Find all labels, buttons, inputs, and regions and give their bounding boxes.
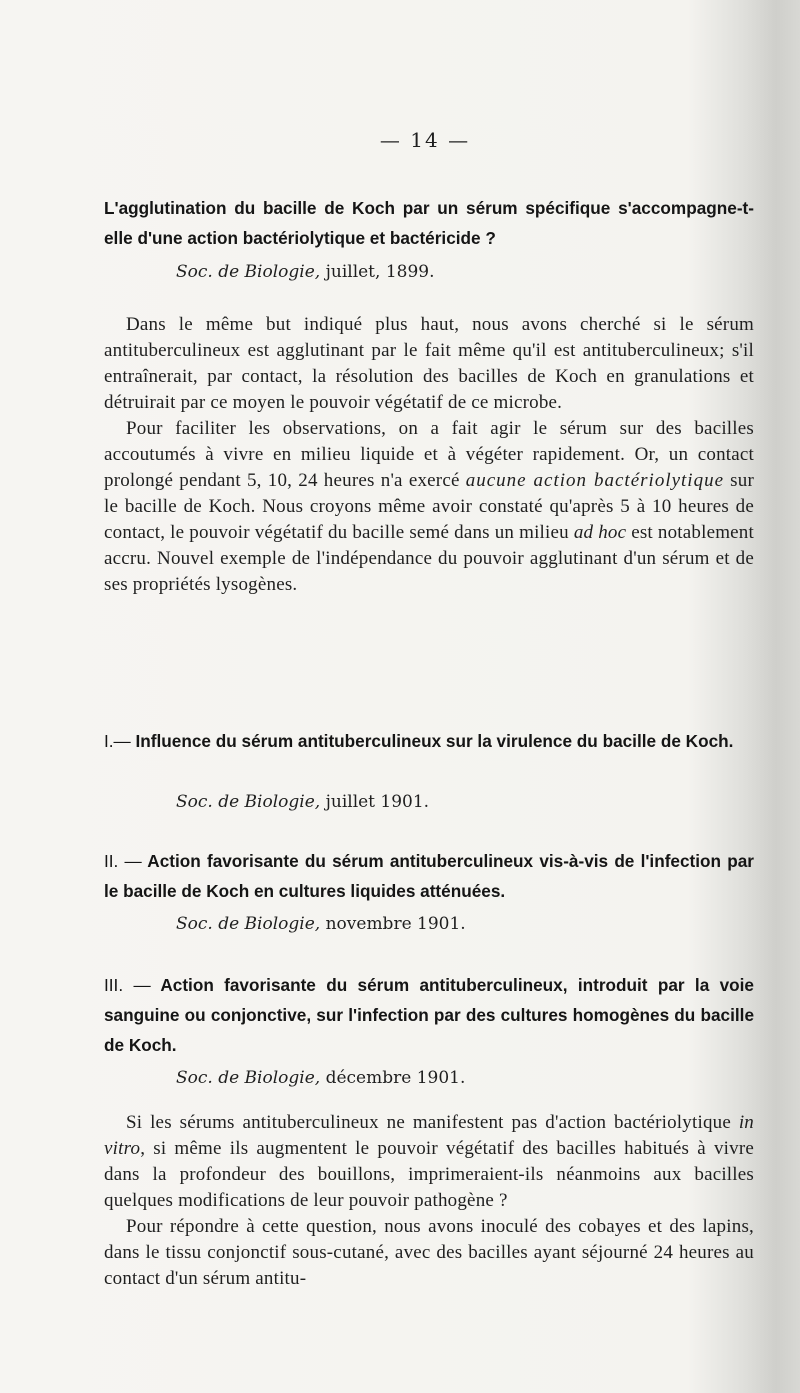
section-title-text: Action favorisante du sérum antituberculineux vis-à-vis de l'infection par le bacille de Koch en cultures liquides atténuées.: [104, 851, 754, 901]
text-run: , si même ils augmentent le pouvoir végétatif des bacilles habitués à vivre dans la profondeur des bouillons, imprimeraient-ils néanmoins aux bacilles quelques modifications de leur pouvoir pathogène ?: [104, 1138, 754, 1211]
source-date: juillet, 1899.: [325, 262, 435, 282]
section-title: [104, 846, 754, 906]
text-run: Pour faciliter les observations, on a fait agir le sérum sur des bacilles accoutumés à vivre en milieu liquide et à végéter rapidement. Or, un contact prolongé pendant 5, 10, 24 heures n'a exercé: [104, 418, 754, 491]
section-source: [176, 260, 435, 284]
section-title: [104, 726, 754, 756]
section-body: [104, 1110, 754, 1292]
emphasis-text: aucune action bactériolytique: [465, 470, 725, 491]
paragraph: Pour répondre à cette question, nous avons inoculé des cobayes et des lapins, dans le tissu conjonctif sous-cutané, avec des bacilles ayant séjourné 24 heures au contact d'un sérum antitu-: [104, 1216, 754, 1289]
section-source: [176, 1066, 465, 1090]
text-run: est notablement accru. Nouvel exemple de l'indépendance du pouvoir agglutinant d'un sérum et de ses propriétés lysogènes.: [104, 522, 754, 595]
text-run: sur le bacille de Koch. Nous croyons même avoir constaté qu'après 5 à 10 heures de contact, le pouvoir végétatif du bacille semé dans un milieu: [104, 470, 754, 543]
paragraph: Dans le même but indiqué plus haut, nous avons cherché si le sérum antituberculineux est agglutinant par le fait même qu'il est antituberculineux; s'il entraînerait, par contact, la résolution des bacilles de Koch en granulations et détruirait par ce moyen le pouvoir végétatif de ce microbe.: [104, 314, 754, 413]
section-body: [104, 312, 754, 598]
source-date: juillet 1901.: [325, 792, 430, 812]
source-journal: Soc. de Biologie,: [176, 262, 321, 282]
section-title: [104, 970, 754, 1060]
section-title: L'agglutination du bacille de Koch par un sérum spécifique s'accompagne-t-elle d'une action bactériolytique et bactéricide ?: [104, 198, 754, 248]
paragraph: [104, 416, 754, 598]
paragraph: [104, 1110, 754, 1214]
section-numeral: I.—: [104, 731, 131, 751]
source-date: décembre 1901.: [325, 1068, 466, 1088]
source-journal: Soc. de Biologie,: [176, 1068, 321, 1088]
section-source: [176, 790, 429, 814]
text-run: Si les sérums antituberculineux ne manifestent pas d'action bactériolytique: [126, 1112, 739, 1133]
emphasis-text: in vitro: [104, 1112, 754, 1159]
page-number: — 14 —: [379, 128, 471, 152]
emphasis-text: ad hoc: [573, 522, 627, 543]
source-journal: Soc. de Biologie,: [176, 914, 321, 934]
source-journal: Soc. de Biologie,: [176, 792, 321, 812]
section-title-text: Action favorisante du sérum antituberculineux, introduit par la voie sanguine ou conjonctive, sur l'infection par des cultures homogènes du bacille de Koch.: [104, 975, 754, 1055]
section-source: [176, 912, 466, 936]
source-date: novembre 1901.: [325, 914, 466, 934]
section-numeral: III. —: [104, 975, 151, 995]
section-numeral: II. —: [104, 851, 142, 871]
section-title-text: Influence du sérum antituberculineux sur la virulence du bacille de Koch.: [135, 731, 734, 751]
